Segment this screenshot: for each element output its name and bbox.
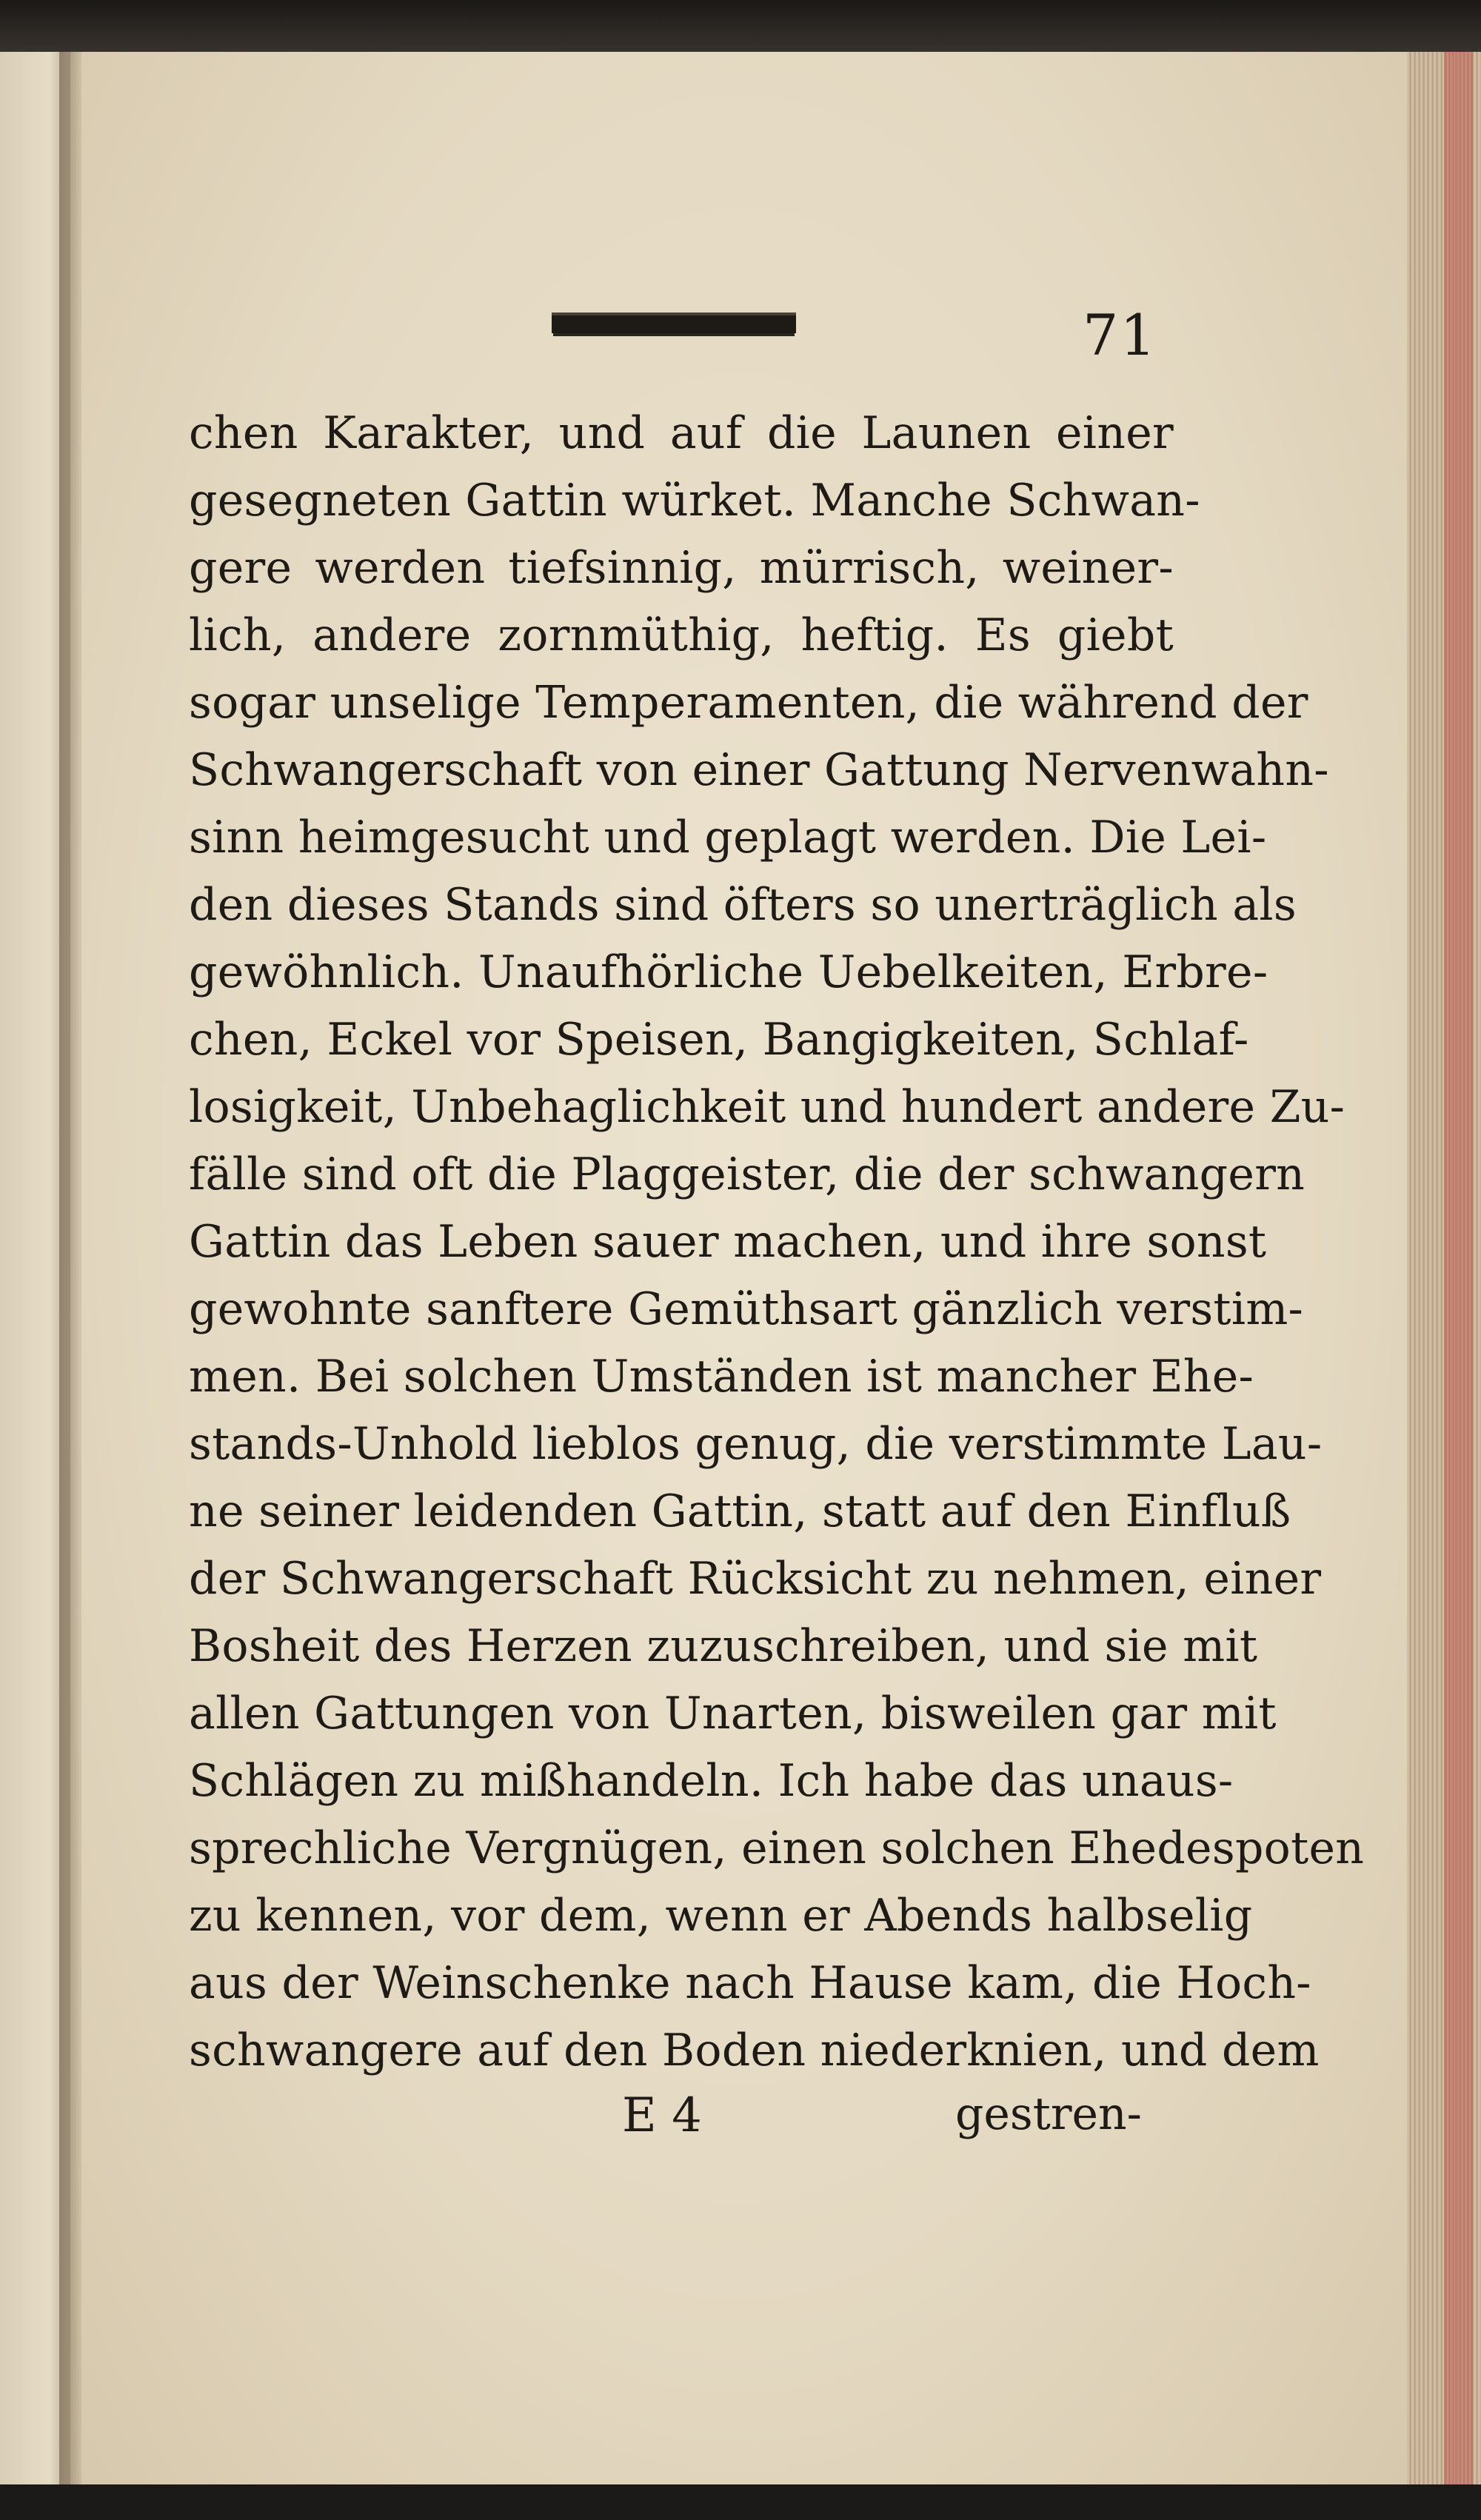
text-line: sinn heimgesucht und geplagt werden. Die Lei- — [189, 812, 1267, 863]
catchword: gestren- — [955, 2088, 1142, 2140]
text-line: Schlägen zu mißhandeln. Ich habe das unaus- — [189, 1755, 1234, 1807]
text-line: chen, Eckel vor Speisen, Bangigkeiten, Schlaf- — [189, 1014, 1249, 1066]
text-line: allen Gattungen von Unarten, bisweilen gar mit — [189, 1688, 1277, 1739]
text-line: aus der Weinschenke nach Hause kam, die Hoch- — [189, 1957, 1311, 2009]
text-line: Schwangerschaft von einer Gattung Nervenwahn- — [189, 744, 1329, 796]
text-line: fälle sind oft die Plaggeister, die der schwangern — [189, 1149, 1306, 1200]
text-line: Bosheit des Herzen zuzuschreiben, und sie mit — [189, 1620, 1258, 1672]
page-number: 71 — [1083, 302, 1157, 368]
text-line: men. Bei solchen Umständen ist mancher Ehe- — [189, 1351, 1254, 1403]
text-line: gesegneten Gattin würket. Manche Schwan- — [189, 475, 1200, 527]
text-line: ne seiner leidenden Gattin, statt auf den Einfluß — [189, 1485, 1291, 1537]
text-line: zu kennen, vor dem, wenn er Abends halbselig — [189, 1890, 1253, 1942]
body-text — [189, 400, 1365, 2085]
binding-gutter — [59, 52, 81, 2488]
text-line: Gattin das Leben sauer machen, und ihre sonst — [189, 1216, 1267, 1268]
text-line: der Schwangerschaft Rücksicht zu nehmen, einer — [189, 1553, 1322, 1605]
red-page-edge — [1444, 52, 1474, 2488]
text-line: sogar unselige Temperamenten, die während der — [189, 677, 1308, 729]
text-line: chen Karakter, und auf die Launen einer — [189, 407, 1174, 459]
text-line: gewohnte sanftere Gemüthsart gänzlich verstim- — [189, 1283, 1304, 1335]
text-line: gewöhnlich. Unaufhörliche Uebelkeiten, Erbre- — [189, 946, 1268, 998]
text-line: stands-Unhold lieblos genug, die verstimmte Lau- — [189, 1418, 1323, 1470]
header-ornament-rule — [552, 313, 796, 333]
text-line: sprechliche Vergnügen, einen solchen Ehedespoten — [189, 1822, 1365, 1874]
text-line: den dieses Stands sind öfters so unerträglich als — [189, 879, 1297, 931]
scanner-background-top — [0, 0, 1481, 59]
text-line: schwangere auf den Boden niederknien, und dem — [189, 2025, 1320, 2076]
scanner-background-bottom — [0, 2484, 1481, 2520]
signature-mark: E 4 — [622, 2088, 702, 2143]
text-line: lich, andere zornmüthig, heftig. Es giebt — [189, 609, 1174, 661]
text-line: losigkeit, Unbehaglichkeit und hundert andere Zu- — [189, 1081, 1345, 1133]
text-line: gere werden tiefsinnig, mürrisch, weiner- — [189, 542, 1174, 594]
